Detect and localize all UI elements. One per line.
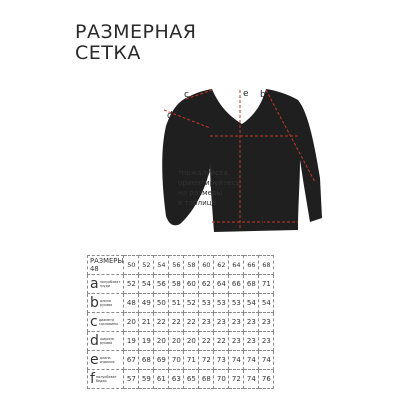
table-cell: 20 [154,332,169,351]
table-cell: 53 [214,294,229,313]
table-cell: 67 [124,351,139,370]
table-cell: 23 [229,313,244,332]
table-row [88,351,274,370]
note-line-4: в таблице [178,198,217,207]
note-line-3: на размеры [178,188,223,197]
row-letter: b [90,294,99,311]
row-letter: a [90,275,99,292]
table-cell: 69 [154,351,169,370]
table-cell: 72 [199,351,214,370]
table-cell: 53 [229,294,244,313]
table-cell: 23 [229,332,244,351]
label-e: e [243,89,249,99]
table-cell: 52 [184,294,199,313]
table-row [88,294,274,313]
size-cell: 66 [244,256,259,275]
page-title [75,22,196,64]
row-letter: e [90,351,99,368]
table-cell: 20 [124,313,139,332]
table-header-row [88,256,274,275]
table-cell: 60 [184,275,199,294]
table-cell: 23 [244,313,259,332]
size-cell: 62 [214,256,229,275]
table-cell: 74 [244,351,259,370]
row-label [88,332,124,351]
size-cell: 52 [139,256,154,275]
table-cell: 22 [169,313,184,332]
table-cell: 63 [169,370,184,389]
label-b: b [260,90,266,100]
table-cell: 65 [184,370,199,389]
label-a: a [184,138,190,148]
table-cell: 23 [214,313,229,332]
row-caption: полуобхват груди [99,280,121,288]
note-line-1: *пожалуйста, [178,168,230,177]
table-cell: 68 [244,275,259,294]
table-cell: 52 [124,275,139,294]
table-cell: 71 [184,351,199,370]
table-cell: 54 [244,294,259,313]
size-cell: 60 [199,256,214,275]
table-cell: 61 [154,370,169,389]
label-f: f [262,217,266,227]
size-cell: 54 [154,256,169,275]
table-cell: 49 [139,294,154,313]
table-cell: 22 [184,313,199,332]
table-cell: 48 [124,294,139,313]
row-caption: диаметр горловины [98,318,119,326]
row-label [88,370,124,389]
table-cell: 70 [169,351,184,370]
title-line-2: СЕТКА [75,42,141,64]
size-header-label: РАЗМЕРЫ [90,257,124,265]
table-cell: 50 [154,294,169,313]
size-table [87,255,274,389]
row-caption: длина изделия [99,356,115,364]
row-label [88,313,124,332]
row-label [88,275,124,294]
garment-diagram [150,82,335,234]
table-cell: 20 [184,332,199,351]
table-cell: 23 [259,332,274,351]
table-cell: 64 [214,275,229,294]
table-cell: 74 [229,351,244,370]
table-cell: 71 [259,275,274,294]
size-cell: 58 [184,256,199,275]
table-cell: 70 [214,370,229,389]
size-cell: 56 [169,256,184,275]
table-row [88,332,274,351]
table-cell: 76 [259,370,274,389]
table-cell: 19 [124,332,139,351]
garment-body [162,89,322,232]
size-cell: 68 [259,256,274,275]
label-d: d [167,111,173,121]
table-cell: 22 [199,332,214,351]
row-label [88,351,124,370]
table-cell: 68 [139,351,154,370]
row-letter: c [90,313,98,330]
table-cell: 22 [154,313,169,332]
size-cell: 64 [229,256,244,275]
table-cell: 72 [229,370,244,389]
label-c: c [184,90,189,100]
size-note [178,168,278,208]
table-cell: 53 [199,294,214,313]
title-line-1: РАЗМЕРНАЯ [75,21,197,43]
note-line-2: ориентируйтесь [178,178,240,187]
row-caption: ширина рукава [99,337,114,345]
table-cell: 22 [214,332,229,351]
size-cell: 50 [124,256,139,275]
table-cell: 58 [169,275,184,294]
table-cell: 62 [199,275,214,294]
table-row [88,313,274,332]
table-cell: 73 [214,351,229,370]
first-size: 48 [90,265,99,273]
table-cell: 74 [259,351,274,370]
row-caption: полуобхват бедер [95,375,117,383]
table-cell: 23 [199,313,214,332]
table-cell: 59 [139,370,154,389]
table-cell: 19 [139,332,154,351]
row-caption: длина рукава [99,299,113,307]
table-cell: 20 [169,332,184,351]
table-cell: 51 [169,294,184,313]
table-cell: 56 [154,275,169,294]
table-cell: 54 [139,275,154,294]
table-row [88,275,274,294]
table-cell: 23 [259,313,274,332]
table-cell: 68 [199,370,214,389]
table-cell: 57 [124,370,139,389]
table-cell: 66 [229,275,244,294]
table-cell: 74 [244,370,259,389]
row-letter: f [90,370,95,387]
size-header-cell [88,256,124,275]
table-cell: 23 [244,332,259,351]
table-row [88,370,274,389]
row-letter: d [90,332,99,349]
table-cell: 21 [139,313,154,332]
table-cell: 54 [259,294,274,313]
row-label [88,294,124,313]
